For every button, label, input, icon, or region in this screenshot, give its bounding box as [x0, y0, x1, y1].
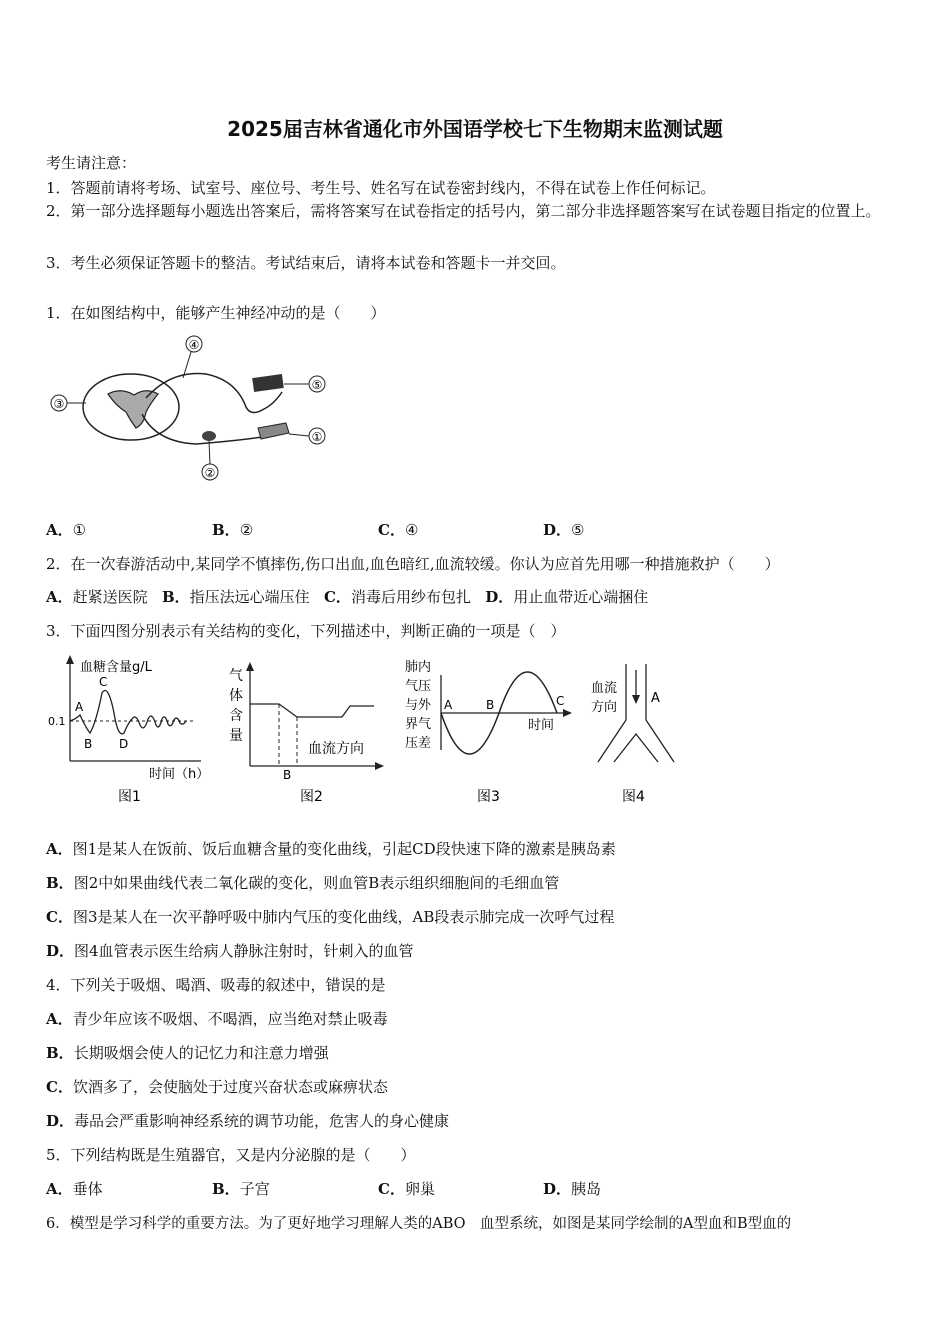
q5-option-b: B．子宫	[212, 1180, 270, 1198]
fig2-curve	[250, 704, 374, 717]
fig3-point-b: B	[486, 698, 495, 712]
question-5-stem: 5．下列结构既是生殖器官，又是内分泌腺的是（ ）	[46, 1146, 416, 1164]
fig2-xlabel: 血流方向	[308, 741, 364, 757]
fig4-caption: 图4	[622, 789, 645, 805]
fig3-xlabel: 时间	[528, 718, 555, 733]
notice-item: 1．答题前请将考场、试室号、座位号、考生号、姓名写在试卷密封线内，不得在试卷上作任何标记。	[46, 179, 716, 197]
fig1-ylabel: 血糖含量g/L	[80, 660, 152, 675]
q4-option-c: C．饮酒多了，会使脑处于过度兴奋状态或麻痹状态	[46, 1078, 388, 1096]
arrow-down-icon	[632, 695, 640, 704]
ganglion	[202, 431, 216, 441]
notice-item: 3．考生必须保证答题卡的整洁。考试结束后，请将本试卷和答题卡一并交回。	[46, 254, 566, 272]
q1-option-c: C．④	[378, 521, 419, 539]
label-2: ②	[204, 466, 216, 480]
fig4-label-1: 血流	[591, 681, 618, 696]
fig1-point-c: C	[99, 675, 108, 689]
fig1-point-a: A	[75, 700, 84, 714]
page-title: 2025届吉林省通化市外国语学校七下生物期末监测试题	[227, 117, 723, 141]
q5-option-a: A．垂体	[46, 1180, 103, 1198]
fig3-caption: 图3	[477, 789, 500, 805]
fig1-point-d: D	[119, 737, 129, 751]
question-1-stem: 1．在如图结构中，能够产生神经冲动的是（ ）	[46, 304, 386, 322]
receptor-skin	[258, 423, 289, 439]
fig1-curve	[70, 691, 186, 734]
q3-option-c: C．图3是某人在一次平静呼吸中肺内气压的变化曲线，AB段表示肺完成一次呼气过程	[46, 908, 615, 926]
label-4: ④	[188, 338, 200, 352]
label-5: ⑤	[311, 378, 323, 392]
q5-option-d: D．胰岛	[543, 1180, 602, 1198]
q4-option-d: D．毒品会严重影响神经系统的调节功能，危害人的身心健康	[46, 1112, 450, 1130]
question-3-stem: 3．下面四图分别表示有关结构的变化，下列描述中，判断正确的一项是（ ）	[46, 622, 566, 640]
fig3-ylabel-3: 与外	[405, 698, 432, 713]
label-3: ③	[53, 397, 65, 411]
fig1-caption: 图1	[118, 789, 141, 805]
fig2-caption: 图2	[300, 789, 323, 805]
fig2-ylabel-4: 量	[229, 728, 243, 744]
fig3-ylabel-1: 肺内	[405, 660, 432, 675]
q3-option-d: D．图4血管表示医生给病人静脉注射时，针刺入的血管	[46, 942, 414, 960]
fig4-point-a: A	[651, 691, 660, 706]
effector-muscle	[252, 374, 284, 392]
q2-options: A．赶紧送医院 B．指压法远心端压住 C．消毒后用纱布包扎 D．用止血带近心端捆住	[46, 588, 649, 606]
fig3-ylabel-4: 界气	[405, 717, 432, 732]
figure-3-lung-pressure	[401, 655, 581, 808]
fig3-point-a: A	[444, 698, 453, 712]
fig4-label-2: 方向	[591, 700, 618, 715]
fig1-xlabel: 时间（h）	[149, 767, 210, 782]
fig3-ylabel-2: 气压	[405, 679, 432, 694]
q5-option-c: C．卵巢	[378, 1180, 435, 1198]
q1-option-b: B．②	[212, 521, 254, 539]
notice-heading: 考生请注意：	[46, 154, 137, 172]
question-4-stem: 4．下列关于吸烟、喝酒、吸毒的叙述中，错误的是	[46, 976, 386, 994]
q1-option-d: D．⑤	[543, 521, 585, 539]
q3-option-a: A．图1是某人在饭前、饭后血糖含量的变化曲线，引起CD段快速下降的激素是胰岛素	[46, 840, 616, 858]
figure-4-vessel	[588, 662, 678, 808]
figure-2-gas-content	[222, 662, 392, 808]
q4-option-a: A．青少年应该不吸烟、不喝酒，应当绝对禁止吸毒	[46, 1010, 388, 1028]
q1-option-a: A．①	[46, 521, 87, 539]
reflex-arc-figure	[46, 332, 346, 487]
q3-option-b: B．图2中如果曲线代表二氧化碳的变化，则血管B表示组织细胞间的毛细血管	[46, 874, 560, 892]
fig3-point-c: C	[556, 694, 565, 708]
fig2-ylabel-3: 含	[229, 708, 243, 724]
figure-1-blood-sugar	[46, 653, 226, 808]
question-6-stem: 6．模型是学习科学的重要方法。为了更好地学习理解人类的ABO 血型系统，如图是某同学绘制的A型血和B型血的	[46, 1216, 792, 1232]
fig2-ylabel-2: 体	[229, 688, 243, 704]
q4-option-b: B．长期吸烟会使人的记忆力和注意力增强	[46, 1044, 329, 1062]
fig1-point-b: B	[84, 737, 93, 751]
label-1: ①	[311, 430, 323, 444]
fig2-point-b: B	[283, 768, 292, 782]
notice-item: 2．第一部分选择题每小题选出答案后，需将答案写在试卷指定的括号内，第二部分非选择题答案写在试卷题目指定的位置上。	[46, 202, 881, 220]
fig1-tick: 0.1	[48, 715, 66, 728]
fig3-ylabel-5: 压差	[405, 736, 432, 751]
fig2-ylabel-1: 气	[229, 668, 243, 684]
gray-matter	[108, 391, 158, 428]
question-2-stem: 2．在一次春游活动中,某同学不慎摔伤,伤口出血,血色暗红,血流较缓。你认为应首先用哪一种措施救护（ ）	[46, 555, 780, 573]
